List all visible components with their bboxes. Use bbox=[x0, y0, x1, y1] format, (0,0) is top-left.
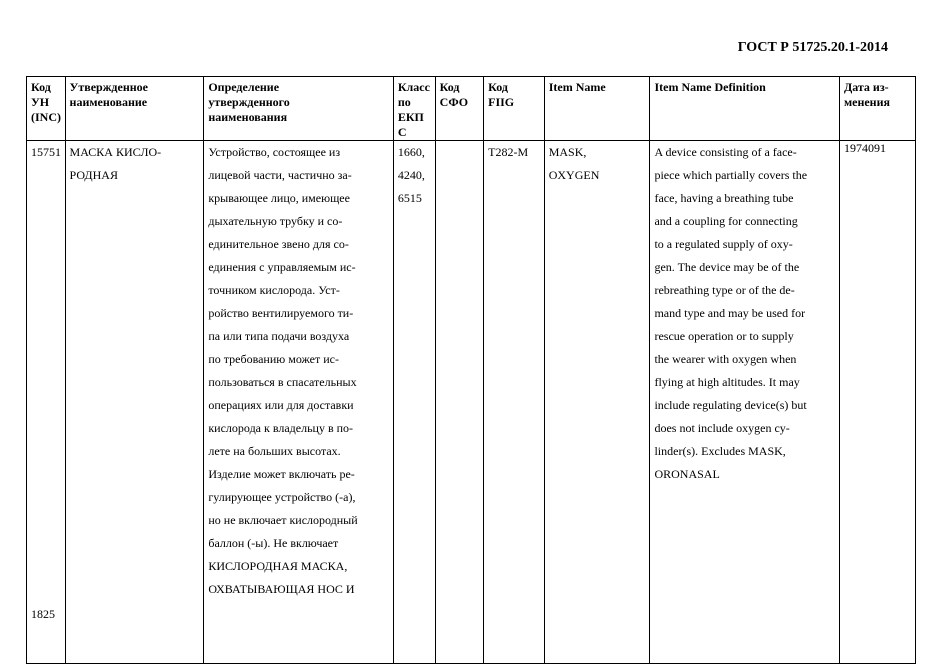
text-line: rescue operation or to supply bbox=[654, 329, 794, 343]
text-line: операциях или для доставки bbox=[208, 398, 354, 412]
text-line: гулирующее устройство (-а), bbox=[208, 490, 356, 504]
text-line: но не включает кислородный bbox=[208, 513, 358, 527]
catalog-table bbox=[26, 76, 916, 664]
text-line: gen. The device may be of the bbox=[654, 260, 800, 274]
text-line: лицевой части, частично за- bbox=[208, 168, 352, 182]
text-line: Код bbox=[488, 80, 508, 94]
cell-item-definition bbox=[650, 141, 839, 664]
text-line: единения с управляемым ис- bbox=[208, 260, 356, 274]
text-line: ОХВАТЫВАЮЩАЯ НОС И bbox=[208, 582, 355, 596]
text-line: rebreathing type or of the de- bbox=[654, 283, 795, 297]
text-line: единительное звено для со- bbox=[208, 237, 349, 251]
text-line: include regulating device(s) but bbox=[654, 398, 807, 412]
table-header-row bbox=[27, 77, 916, 141]
text-line: Код bbox=[439, 80, 460, 94]
document-code: ГОСТ Р 51725.20.1-2014 bbox=[737, 40, 888, 55]
text-line: FIIG bbox=[488, 95, 515, 109]
text-line: лете на больших высотах. bbox=[208, 444, 341, 458]
text-line: С bbox=[397, 125, 407, 139]
cell-ekps-class bbox=[393, 141, 435, 664]
text-line: точником кислорода. Уст- bbox=[208, 283, 340, 297]
text-line: piece which partially covers the bbox=[654, 168, 808, 182]
text-line: A device consisting of a face- bbox=[654, 145, 797, 159]
text-line: МАСКА КИСЛО- bbox=[69, 145, 162, 159]
text-line: ORONASAL bbox=[654, 467, 720, 481]
cell-inc: 15751 bbox=[27, 141, 66, 664]
header-approved-name bbox=[65, 77, 204, 141]
text-line: linder(s). Excludes MASK, bbox=[654, 444, 786, 458]
header-inc bbox=[27, 77, 66, 141]
header-sfo-code bbox=[435, 77, 483, 141]
text-line: дыхательную трубку и со- bbox=[208, 214, 343, 228]
text-line: по bbox=[397, 95, 411, 109]
header-item-name bbox=[544, 77, 650, 141]
text-line: па или типа подачи воздуха bbox=[208, 329, 350, 343]
text-line: (INC) bbox=[31, 110, 61, 124]
header-item-definition bbox=[650, 77, 839, 141]
text-line: утвержденного bbox=[208, 95, 290, 109]
text-line: кислорода к владельцу в по- bbox=[208, 421, 354, 435]
header-change-date bbox=[839, 77, 915, 141]
header-definition bbox=[204, 77, 393, 141]
text-line: MASK, bbox=[548, 145, 587, 159]
text-line: Устройство, состоящее из bbox=[208, 145, 341, 159]
text-line: крывающее лицо, имеющее bbox=[208, 191, 350, 205]
text-line: УН bbox=[31, 95, 50, 109]
text-line: наименования bbox=[208, 110, 288, 124]
text-line: Код bbox=[31, 80, 51, 94]
cell-change-date: 1974091 bbox=[839, 141, 915, 664]
text-line: 6515 bbox=[397, 191, 422, 205]
cell-fiig: T282-M bbox=[484, 141, 545, 664]
text-line: ройство вентилируемого ти- bbox=[208, 306, 354, 320]
text-line: баллон (-ы). Не включает bbox=[208, 536, 339, 550]
header-fiig bbox=[484, 77, 545, 141]
text-line: Определение bbox=[208, 80, 280, 94]
text-line: 4240, bbox=[397, 168, 425, 182]
text-line: Дата из- bbox=[843, 80, 889, 94]
page-number: 1825 bbox=[31, 607, 55, 621]
text-line: Item Name Definition bbox=[654, 80, 766, 94]
text-line: пользоваться в спасательных bbox=[208, 375, 357, 389]
text-line: РОДНАЯ bbox=[69, 168, 118, 182]
text-line: ЕКП bbox=[397, 110, 424, 124]
text-line: the wearer with oxygen when bbox=[654, 352, 797, 366]
text-line: OXYGEN bbox=[548, 168, 600, 182]
cell-item-name bbox=[544, 141, 650, 664]
cell-sfo-code bbox=[435, 141, 483, 664]
text-line: наименование bbox=[69, 95, 148, 109]
cell-approved-name bbox=[65, 141, 204, 664]
text-line: face, having a breathing tube bbox=[654, 191, 794, 205]
text-line: Изделие может включать ре- bbox=[208, 467, 355, 481]
text-line: and a coupling for connecting bbox=[654, 214, 798, 228]
text-line: СФО bbox=[439, 95, 469, 109]
header-ekps-class bbox=[393, 77, 435, 141]
text-line: does not include oxygen cy- bbox=[654, 421, 790, 435]
cell-definition bbox=[204, 141, 393, 664]
text-line: flying at high altitudes. It may bbox=[654, 375, 800, 389]
text-line: менения bbox=[843, 95, 890, 109]
text-line: КИСЛОРОДНАЯ МАСКА, bbox=[208, 559, 348, 573]
text-line: Класс bbox=[397, 80, 430, 94]
text-line: to a regulated supply of oxy- bbox=[654, 237, 793, 251]
table-row bbox=[27, 141, 916, 664]
text-line: mand type and may be used for bbox=[654, 306, 806, 320]
text-line: по требованию может ис- bbox=[208, 352, 339, 366]
text-line: Item Name bbox=[548, 80, 606, 94]
text-line: 1660, bbox=[397, 145, 425, 159]
text-line: Утвержденное bbox=[69, 80, 148, 94]
